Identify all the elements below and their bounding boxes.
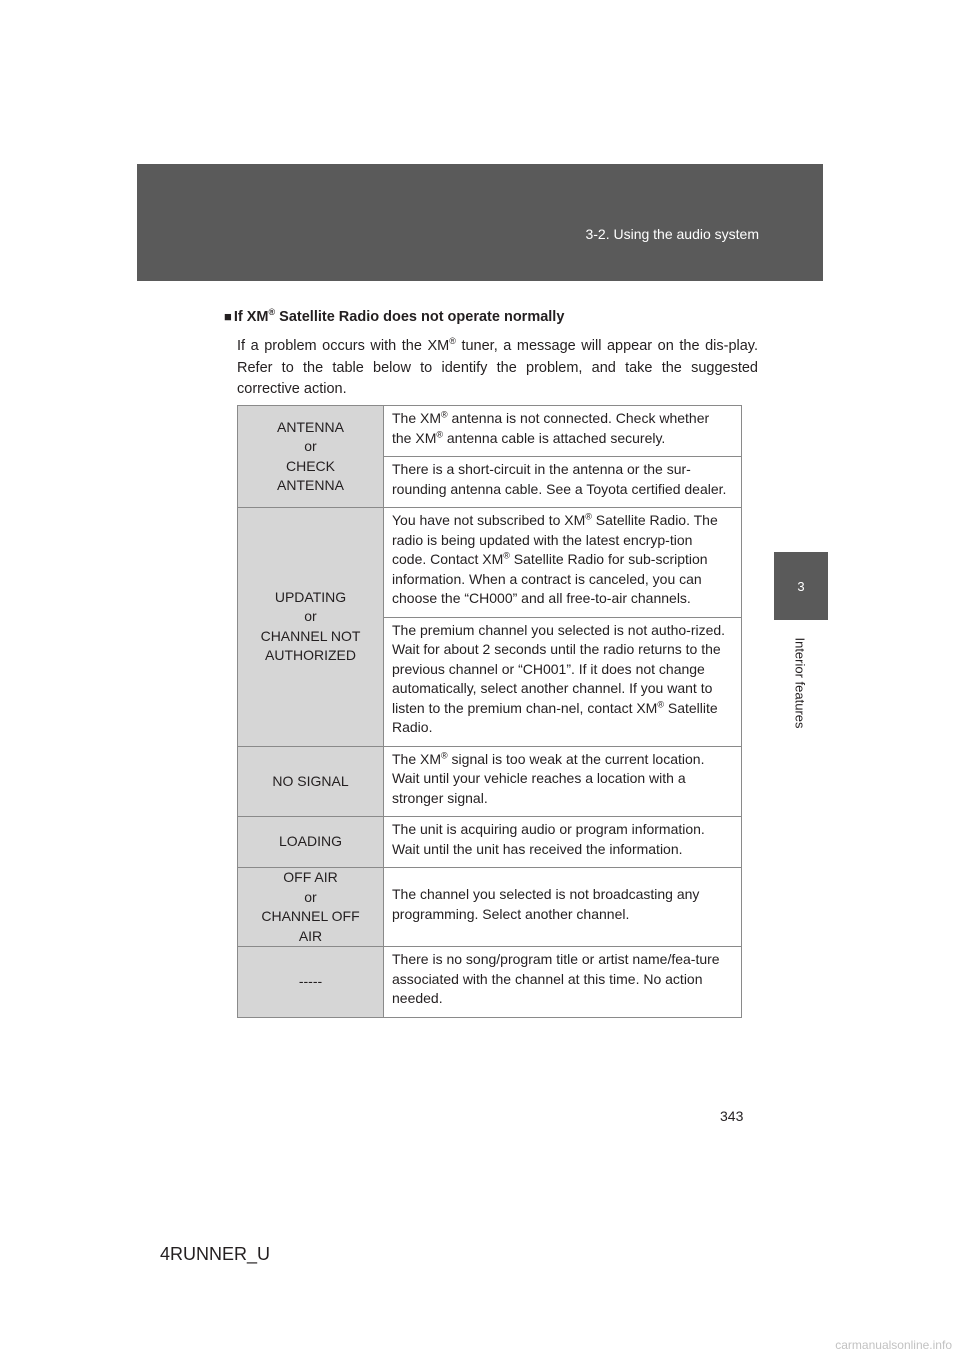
- registered-mark: ®: [503, 550, 510, 561]
- registered-mark: ®: [436, 428, 443, 439]
- table-row: [238, 947, 742, 1018]
- description-text: There is a short-circuit in the antenna or the sur-rounding antenna cable. See a Toyota certified dealer.: [392, 461, 727, 497]
- message-description-cell: [384, 406, 742, 457]
- model-code: 4RUNNER_U: [160, 1244, 271, 1264]
- message-code-cell: [238, 817, 384, 868]
- message-code-line: CHANNEL NOT: [260, 627, 361, 644]
- registered-mark: ®: [657, 698, 664, 709]
- message-code-line: -----: [298, 973, 323, 989]
- message-code-line: CHANNEL OFF: [261, 908, 360, 924]
- message-code-line: AUTHORIZED: [265, 647, 356, 664]
- description-text: antenna cable is attached securely.: [443, 429, 666, 446]
- message-code-line: OFF AIR: [283, 869, 338, 885]
- message-code-line: ANTENNA: [277, 477, 344, 493]
- message-code-line: UPDATING: [274, 588, 347, 605]
- chapter-title: Interior features: [792, 637, 808, 729]
- message-code-cell: [238, 868, 384, 947]
- description-text: antenna is not connected. Check whether the XM: [392, 410, 710, 446]
- message-description-cell: [384, 746, 742, 817]
- chapter-tab: [774, 552, 828, 620]
- table-row: [238, 746, 742, 817]
- message-description-cell: [384, 947, 742, 1018]
- message-code-cell: [238, 508, 384, 747]
- registered-mark: ®: [441, 749, 448, 760]
- message-code-cell: [238, 947, 384, 1018]
- intro-text-start: If a problem occurs with the XM: [237, 338, 450, 354]
- intro-text-end: tuner, a message will appear on the dis-play. Refer to the table below to identify the problem, and take the suggested corrective action.: [237, 338, 758, 397]
- message-code-line: NO SIGNAL: [272, 772, 349, 789]
- message-description-cell: [384, 508, 742, 618]
- description-text: The unit is acquiring audio or program information. Wait until the unit has received the information.: [392, 821, 705, 857]
- chapter-number: 3: [797, 578, 805, 594]
- description-text: You have not subscribed to XM: [392, 512, 586, 528]
- message-code-cell: [238, 746, 384, 817]
- description-text: The premium channel you selected is not autho-rized. Wait for about 2 seconds until the radio returns to the previous channel or “CH001”. If it does not change automatically, select another channel. If you want to listen to the premium chan-nel, contact XM: [392, 621, 726, 716]
- table-row: [238, 868, 742, 947]
- description-text: There is no song/program title or artist name/fea-ture associated with the channel at this time. No action needed.: [392, 951, 720, 1006]
- message-code-line: AIR: [298, 927, 323, 944]
- description-text: The XM: [392, 750, 442, 767]
- message-description-cell: [384, 617, 742, 746]
- watermark: carmanualsonline.info: [835, 1338, 952, 1352]
- description-text: Satellite Radio.: [392, 699, 718, 735]
- registered-mark: ®: [449, 336, 456, 347]
- section-header-title: 3-2. Using the audio system: [585, 226, 759, 242]
- chapter-tab-label: [788, 628, 812, 738]
- description-text: Satellite Radio. The radio is being updated with the latest encryp-tion code. Contact XM: [392, 512, 718, 567]
- description-text: The XM: [392, 410, 442, 426]
- header-band: [137, 164, 823, 281]
- square-bullet-icon: ■: [224, 309, 232, 324]
- heading-text-end: Satellite Radio does not operate normally: [275, 309, 565, 325]
- table-row: [238, 508, 742, 618]
- description-text: Satellite Radio for sub-scription information. When a contract is canceled, you can choose the “CH000” and all free-to-air channels.: [392, 551, 708, 606]
- message-description-cell: [384, 868, 742, 947]
- message-code-line: ANTENNA: [277, 418, 344, 435]
- message-code-line: or: [304, 438, 317, 454]
- registered-mark: ®: [585, 511, 592, 522]
- message-description-cell: [384, 817, 742, 868]
- table-row: [238, 406, 742, 457]
- intro-paragraph: [237, 336, 758, 401]
- message-code-cell: [238, 406, 384, 508]
- message-table-body: [238, 406, 742, 1018]
- registered-mark: ®: [268, 307, 276, 318]
- description-text: signal is too weak at the current location. Wait until your vehicle reaches a location with a stronger signal.: [392, 750, 705, 806]
- message-code-line: or: [304, 608, 317, 625]
- registered-mark: ®: [441, 409, 448, 420]
- description-text: The channel you selected is not broadcasting any programming. Select another channel.: [392, 886, 700, 922]
- message-code-line: CHECK: [285, 457, 335, 474]
- message-table: [237, 405, 742, 1018]
- message-description-cell: [384, 457, 742, 508]
- heading-text-start: If XM: [233, 309, 269, 325]
- message-code-line: LOADING: [278, 833, 342, 850]
- troubleshooting-section: [224, 306, 758, 401]
- section-heading: [224, 306, 758, 328]
- page-number: 343: [720, 1108, 744, 1124]
- table-row: [238, 817, 742, 868]
- message-code-line: or: [304, 888, 317, 905]
